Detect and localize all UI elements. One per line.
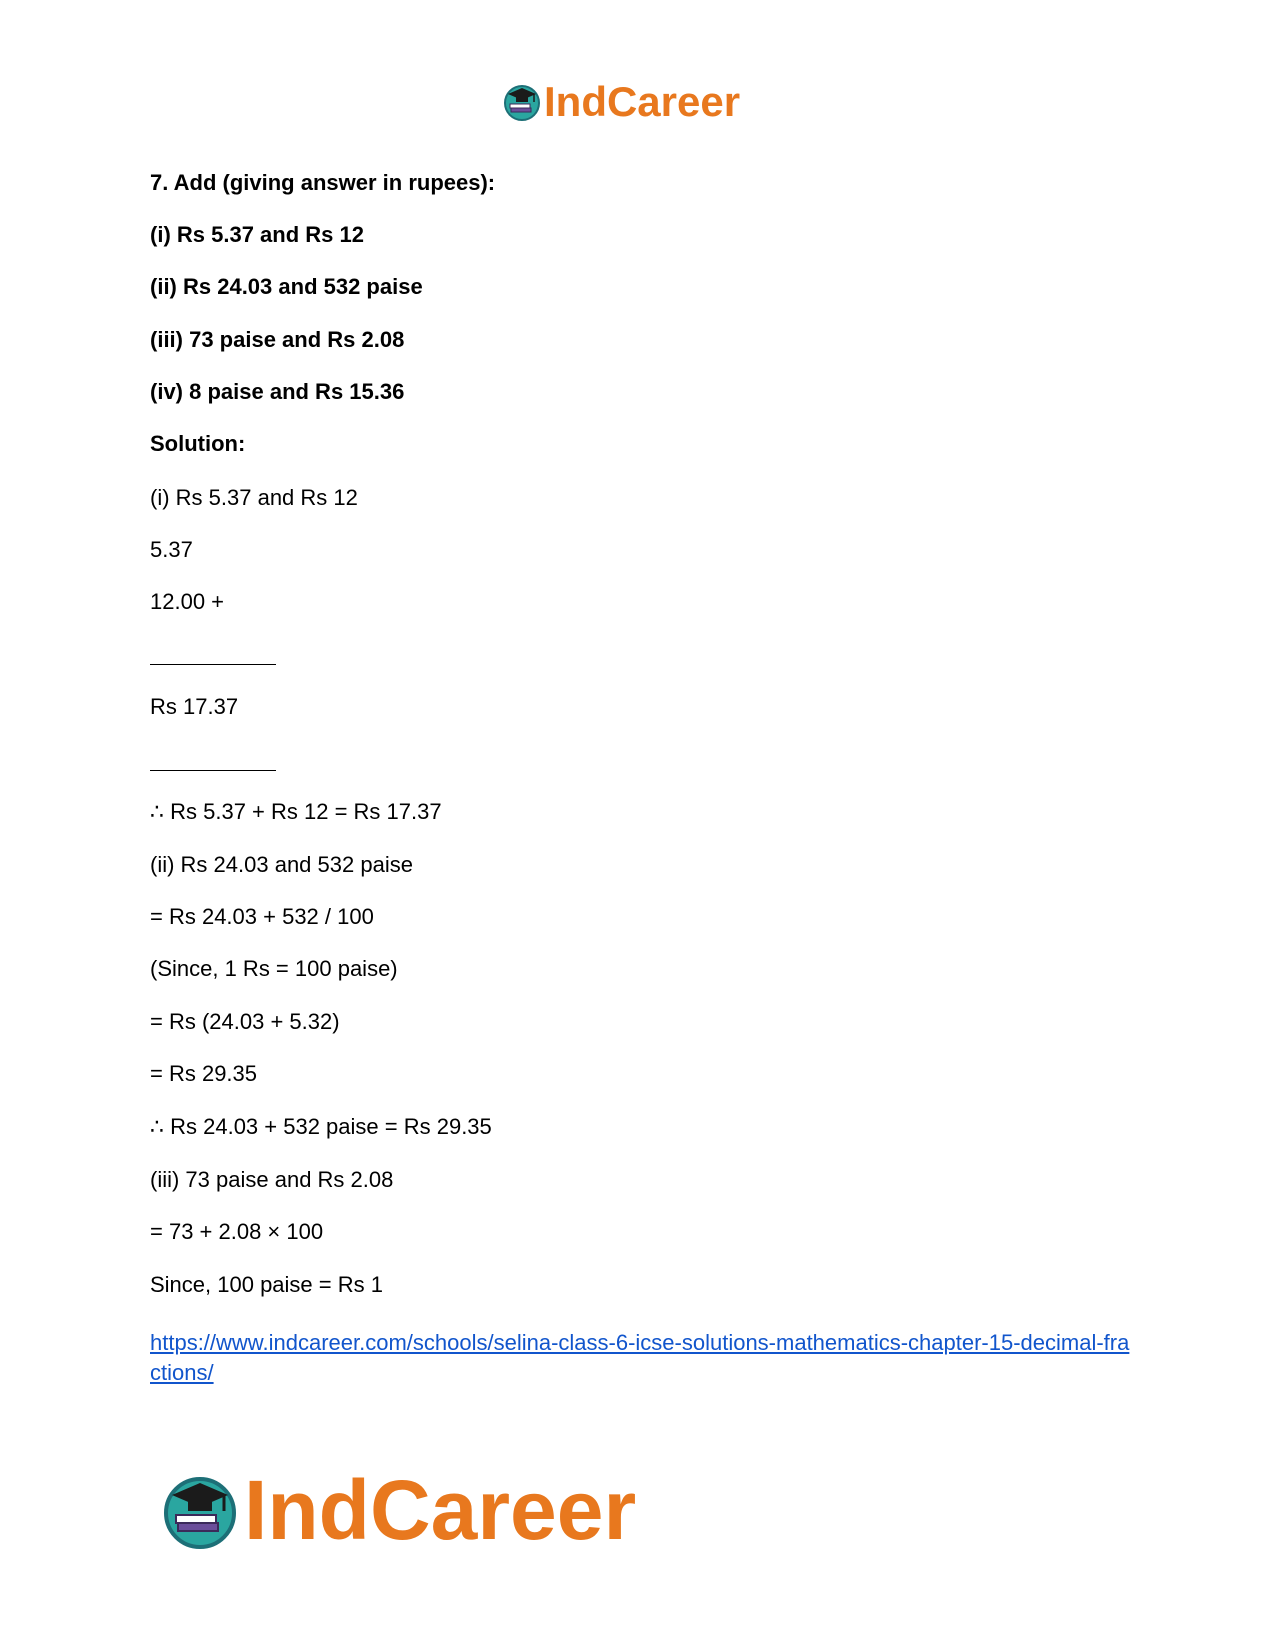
solution-line: (iii) 73 paise and Rs 2.08 — [150, 1167, 394, 1192]
question-part-3: (iii) 73 paise and Rs 2.08 — [150, 327, 405, 352]
solution-line: ∴ Rs 5.37 + Rs 12 = Rs 17.37 — [150, 799, 442, 824]
question-part-1: (i) Rs 5.37 and Rs 12 — [150, 222, 364, 247]
graduation-cap-book-globe-icon — [160, 1471, 240, 1551]
solution-line: = 73 + 2.08 × 100 — [150, 1219, 324, 1244]
solution-line: (ii) Rs 24.03 and 532 paise — [150, 852, 413, 877]
solution-line: 5.37 — [150, 537, 193, 562]
question-title: 7. Add (giving answer in rupees): — [150, 170, 496, 195]
solution-line: (i) Rs 5.37 and Rs 12 — [150, 485, 358, 510]
brand-name: IndCareer — [244, 1463, 637, 1557]
header-logo — [502, 78, 740, 126]
solution-line: = Rs (24.03 + 5.32) — [150, 1009, 340, 1034]
solution-line: (Since, 1 Rs = 100 paise) — [150, 956, 398, 981]
solution-heading: Solution: — [150, 431, 246, 456]
footer-logo — [160, 1462, 636, 1559]
solution-line: Rs 17.37 — [150, 694, 239, 719]
solution-line: 12.00 + — [150, 589, 225, 614]
solution-line: = Rs 24.03 + 532 / 100 — [150, 904, 374, 929]
graduation-cap-book-globe-icon — [502, 82, 542, 122]
source-link[interactable]: https://www.indcareer.com/schools/selina-class-6-icse-solutions-mathematics-chapter-15-decimal-fractions/ — [150, 1330, 1130, 1385]
addition-rule-bottom — [150, 770, 276, 771]
brand-name: IndCareer — [544, 78, 741, 125]
solution-line: Since, 100 paise = Rs 1 — [150, 1272, 383, 1297]
question-part-2: (ii) Rs 24.03 and 532 paise — [150, 274, 423, 299]
question-part-4: (iv) 8 paise and Rs 15.36 — [150, 379, 405, 404]
solution-line: ∴ Rs 24.03 + 532 paise = Rs 29.35 — [150, 1114, 492, 1139]
solution-line: = Rs 29.35 — [150, 1061, 258, 1086]
addition-rule-top — [150, 664, 276, 665]
